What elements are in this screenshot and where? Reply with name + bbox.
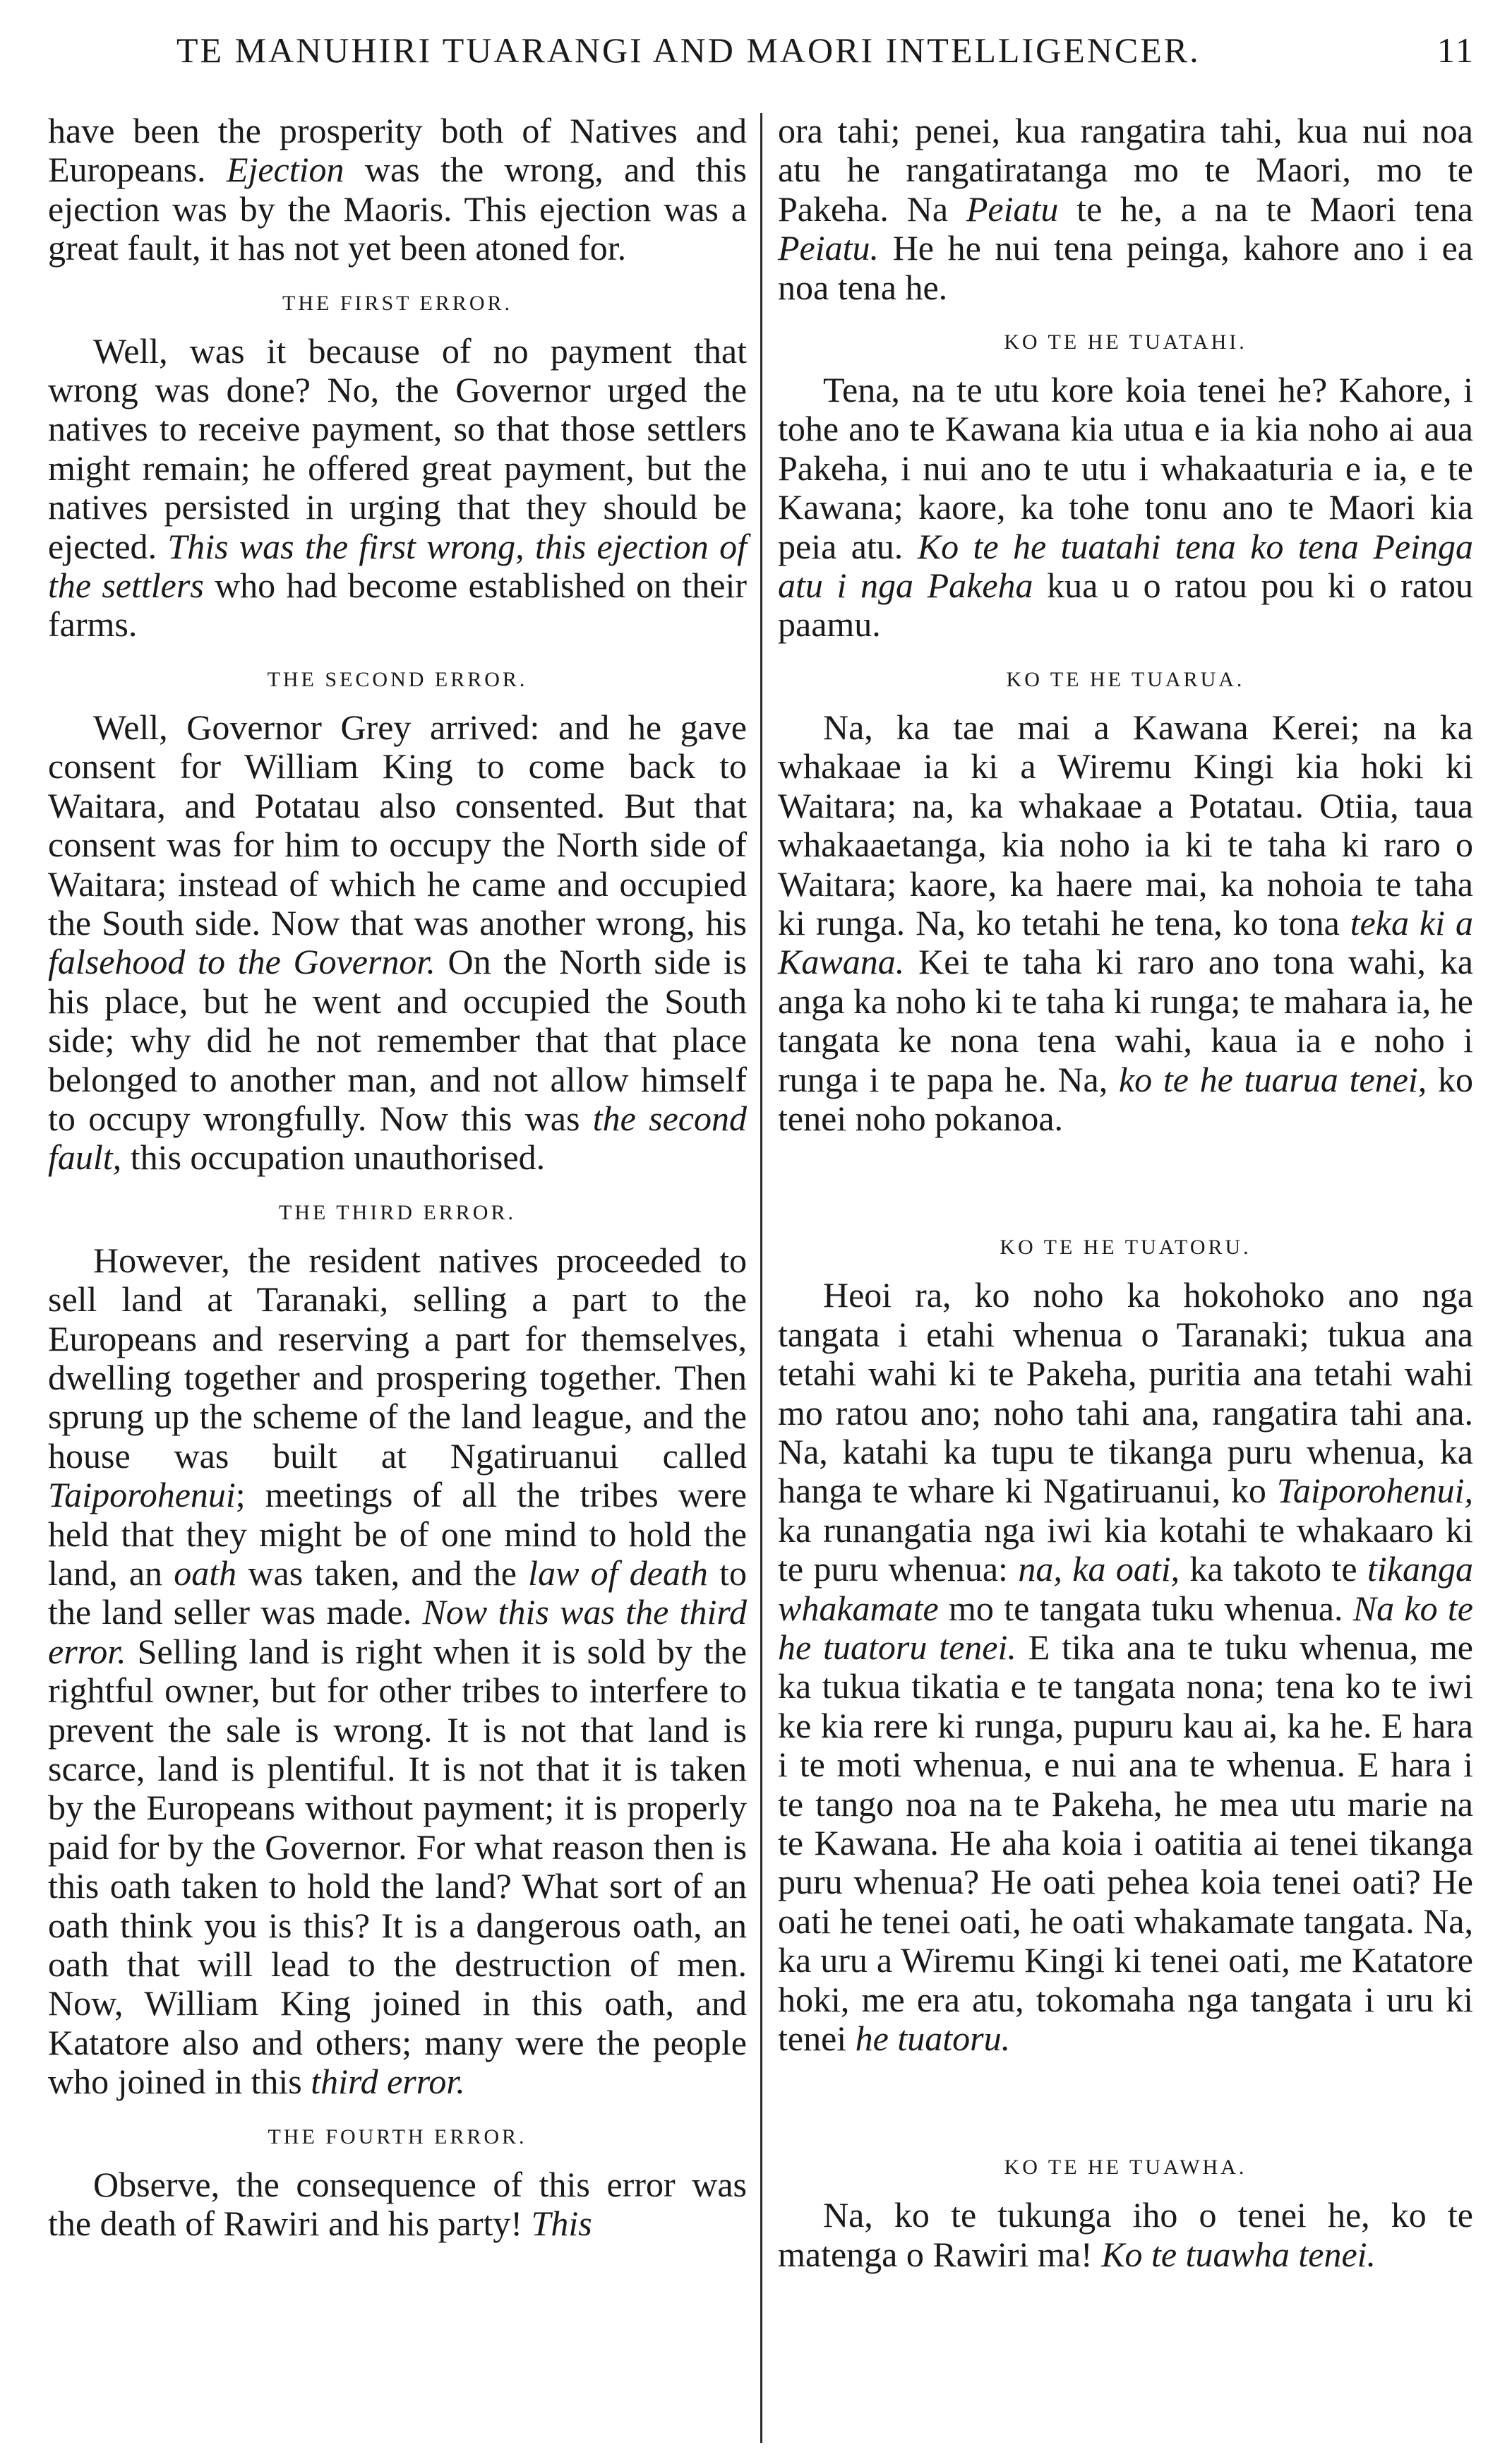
heading-he-tuawha: KO TE HE TUAWHA. [1004,2156,1247,2180]
text-run: On the North side is his place, but he went and occupied the South side; why did he not remember that that place belonged to another man, and not allow himself to occupy wrongfully. Now this was [48,942,748,1138]
text-run: Kei te taha ki raro ano tona wahi, ka anga ka noho ki te taha ki runga; te mahara ia, he tangata ke nona tena wahi, kaua ia e noho i runga i te papa he. Na, [778,942,1473,1099]
text-run: Heoi ra, ko noho ka hokohoko ano nga tangata i etahi whenua o Taranaki; tukua ana tetahi wahi ki te Pakeha, puritia ana tetahi wahi mo ratou ano; noho tahi ana, rangatira tahi ana. Na, katahi ka tupu te tikanga puru whenua, ka hanga te whare ki Ngatiruanui, ko [778,1275,1473,1511]
emphasis-run: teka ki a Kawana. [778,902,1473,982]
paragraph-he-tuarua [778,708,1473,1138]
emphasis-run: oath [174,1553,237,1593]
text-run: mo te tangata tuku whenua. [938,1588,1353,1628]
english-column [48,112,747,2244]
text-run: E tika ana te tuku whenua, me ka tukua tikatia e te tangata nona; tena ko te iwi ke kia rere ki runga, pupuru kau ai, ka he. E hara i te moti whenua, e nui ana te whenua. E hara i te tango noa na te Pakeha, he mea utu marie na te Kawana. He aha koia i oatitia ai tenei tikanga puru whenua? He oati pehea koia tenei oati? He oati he tenei oati, he oati whakamate tangata. Na, ka uru a Wiremu Kingi ki tenei oati, me Katatore hoki, me era atu, tokomaha nga tangata i uru ki tenei [778,1627,1473,2059]
text-run: have been the prosperity both of Natives and Europeans. [48,111,747,190]
text-run: ; meetings of all the tribes were held that they might be of one mind to hold the land, an [48,1475,747,1593]
emphasis-run: This [531,2204,592,2244]
running-header [176,30,1475,79]
text-run: Tena, na te utu kore koia tenei he? Kahore, i tohe ano te Kawana kia utua e ia kia noho ai aua Pakeha, i nui ano te utu i whakaaturia e ia, e te Kawana; kaore, ka tohe tonu ano te Maori kia peia atu. [778,370,1473,566]
heading-third-error: THE THIRD ERROR. [279,1200,516,1224]
emphasis-run: Ejection [226,150,344,190]
text-run: was the wrong, and this ejection was by the Maoris. This ejection was a great fault, it has not yet been atoned for. [48,150,747,268]
text-run: Observe, the consequence of this error was the death of Rawiri and his party! [48,2164,747,2244]
heading-second-error: THE SECOND ERROR. [267,667,528,691]
emphasis-run: na, ka oati, [1018,1549,1180,1589]
emphasis-run: he tuatoru. [855,2019,1011,2059]
heading-he-tuatoru: KO TE HE TUATORU. [1000,1236,1252,1260]
text-run: Selling land is right when it is sold by the rightful owner, but for other tribes to interfere to prevent the sale is wrong. It is not that land is scarce, land is plentiful. It is not that it is taken by the Europeans without payment; it is properly paid for by the Governor. For what reason then is this oath taken to hold the land? What sort of an oath think you is this? It is a dangerous oath, an oath that will lead to the destruction of men. Now, William King joined in this oath, and Katatore also and others; many were the people who joined in this [48,1631,747,2102]
page-number: 11 [1436,30,1475,70]
text-run: However, the resident natives proceeded to sell land at Taranaki, selling a part to the Europeans and reserving a part for themselves, dwelling together and prospering together. Then sprung up the scheme of the land league, and the house was built at Ngatiruanui called [48,1240,747,1476]
text-run: Well, Governor Grey arrived: and he gave consent for William King to come back to Waitara, and Potatau also consented. But that consent was for him to occupy the North side of Waitara; instead of which he came and occupied the South side. Now that was another wrong, his [48,707,747,943]
journal-title: TE MANUHIRI TUARANGI AND MAORI INTELLIGENCER. [176,30,1201,70]
emphasis-run: ko te he tuarua tenei, [1118,1059,1427,1099]
text-run: ko tenei noho pokanoa. [778,1059,1473,1138]
emphasis-run: the second fault, [48,1098,747,1178]
emphasis-run: falsehood to the Governor. [48,942,436,982]
paragraph-first-error [48,332,747,645]
paragraph-intro [778,112,1473,307]
text-run: ka takoto te [1180,1549,1368,1589]
text-run: ora tahi; penei, kua rangatira tahi, kua nui noa atu he rangatiratanga mo te Maori, mo te Pakeha. Na [778,111,1473,229]
column-gap [778,2058,1473,2132]
emphasis-run: third error. [311,2062,465,2102]
paragraph-fourth-error [48,2165,747,2244]
emphasis-run: This was the first wrong, this ejection of the settlers [48,526,747,606]
text-run: Na, ko te tukunga iho o tenei he, ko te matenga o Rawiri ma! [778,2195,1473,2274]
emphasis-run: Ko te he tuatahi tena ko tena Peinga atu i nga Pakeha [778,526,1473,606]
emphasis-run: Peiatu [966,189,1059,229]
paragraph-second-error [48,708,747,1178]
column-gap [778,1138,1473,1212]
paragraph-intro [48,112,747,268]
text-run: ka runangatia nga iwi kia kotahi te whakaaro ki te puru whenua: [778,1510,1473,1589]
paragraph-he-tuatahi [778,371,1473,645]
maori-column [778,112,1473,2274]
heading-he-tuarua: KO TE HE TUARUA. [1006,667,1245,691]
text-run: He he nui tena peinga, kahore ano i ea noa tena he. [778,228,1473,307]
text-run: to the land seller was made. [48,1553,748,1632]
text-run: this occupation unauthorised. [121,1137,546,1178]
paragraph-he-tuawha [778,2196,1473,2274]
paragraph-third-error [48,1241,747,2102]
heading-first-error: THE FIRST ERROR. [282,291,512,315]
heading-he-tuatahi: KO TE HE TUATAHI. [1004,330,1247,354]
text-run: Well, was it because of no payment that wrong was done? No, the Governor urged the natives to receive payment, so that those settlers might remain; he offered great payment, but the natives persisted in urging that they should be ejected. [48,330,747,566]
emphasis-run: law of death [528,1553,708,1593]
emphasis-run: Taiporohenui [48,1475,236,1515]
text-run: Na, ka tae mai a Kawana Kerei; na ka whakaae ia ki a Wiremu Kingi kia hoki ki Waitara; na, ka whakaae a Potatau. Otiia, taua whakaaetanga, kia noho ia ki te taha ki raro o Waitara; kaore, ka haere mai, ka nohoia te taha ki runga. Na, ko tetahi he tena, ko tona [778,707,1473,943]
emphasis-run: Taiporohenui, [1276,1471,1473,1511]
paragraph-he-tuatoru [778,1276,1473,2058]
emphasis-run: Ko te tuawha tenei. [1101,2234,1376,2274]
text-run: te he, a na te Maori tena [1058,189,1474,229]
emphasis-run: Peiatu. [778,228,880,268]
emphasis-run: Na ko te he tuatoru tenei. [778,1588,1473,1667]
text-run: was taken, and the [236,1553,529,1593]
text-run: kua u o ratou pou ki o ratou paamu. [778,566,1473,645]
column-divider [760,113,762,2443]
text-run: who had become established on their farms. [48,566,747,645]
emphasis-run: tikanga whakamate [778,1549,1473,1628]
emphasis-run: Now this was the third error. [48,1592,748,1671]
heading-fourth-error: THE FOURTH ERROR. [268,2124,527,2148]
